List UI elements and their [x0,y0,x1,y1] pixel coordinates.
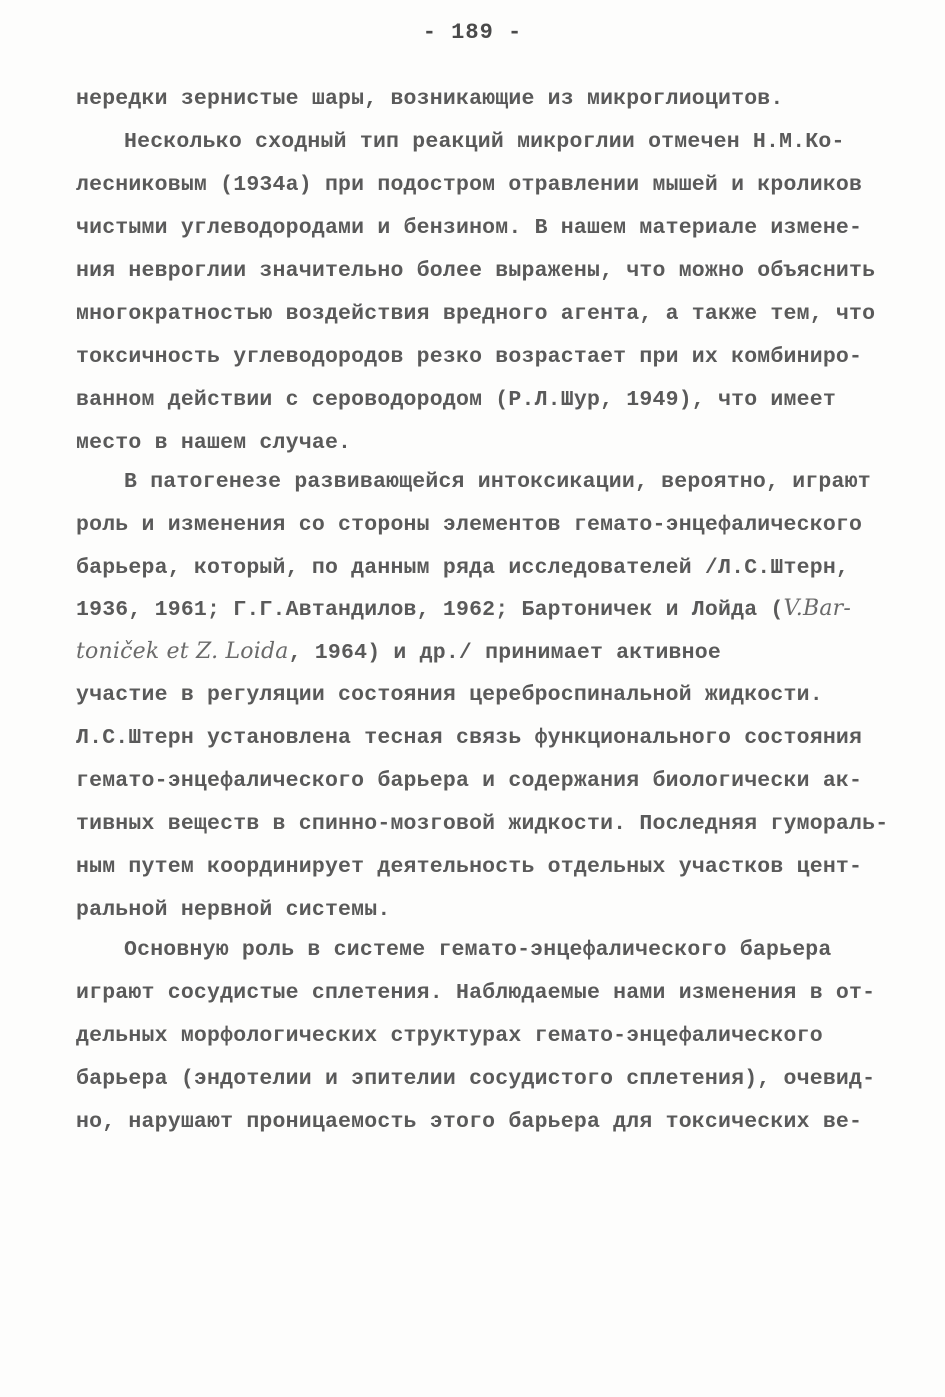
text-line: ным путем координирует деятельность отдельных участков цент- [76,855,863,879]
text-line: нередки зернистые шары, возникающие из микроглиоцитов. [76,87,784,111]
text-line: Л.С.Штерн установлена тесная связь функционального состояния [76,726,863,750]
text-line: играют сосудистые сплетения. Наблюдаемые нами изменения в от- [76,981,876,1005]
page-number: - 189 - [422,20,523,45]
text-line: токсичность углеводородов резко возрастает при их комбиниро- [76,345,863,369]
paragraph-first-line: Несколько сходный тип реакций микроглии отмечен Н.М.Ко- [124,130,845,154]
text-line: многократностью воздействия вредного агента, а также тем, что [76,302,876,326]
paragraph-first-line: Основную роль в системе гемато-энцефалического барьера [124,938,832,962]
text-line-with-handwriting [76,594,851,625]
text-line: роль и изменения со стороны элементов гемато-энцефалического [76,513,863,537]
text-line: гемато-энцефалического барьера и содержания биологически ак- [76,769,863,793]
text-line-with-handwriting [76,637,721,668]
text-line: лесниковым (1934а) при подостром отравлении мышей и кроликов [76,173,863,197]
text-line: ванном действии с сероводородом (Р.Л.Шур, 1949), что имеет [76,388,836,412]
text-line: чистыми углеводородами и бензином. В нашем материале измене- [76,216,863,240]
typed-segment: , 1964) и др./ принимает активное [288,641,721,665]
text-line: тивных веществ в спинно-мозговой жидкости. Последняя гумораль- [76,812,889,836]
paragraph-first-line: В патогенезе развивающейся интоксикации, вероятно, играют [124,470,871,494]
text-line: барьера, который, по данным ряда исследователей /Л.С.Штерн, [76,556,850,580]
text-line: но, нарушают проницаемость этого барьера для токсических ве- [76,1110,863,1134]
text-line: место в нашем случае. [76,431,352,455]
handwritten-annotation: toniček et Z. Loida [76,639,289,664]
text-line: ния невроглии значительно более выражены, что можно объяснить [76,259,876,283]
text-line: барьера (эндотелии и эпителии сосудистого сплетения), очевид- [76,1067,876,1091]
text-line: дельных морфологических структурах гемато-энцефалического [76,1024,823,1048]
text-line: ральной нервной системы. [76,898,391,922]
text-line: участие в регуляции состояния цереброспинальной жидкости. [76,683,823,707]
handwritten-annotation: V.Bar- [783,596,851,621]
typed-segment: 1936, 1961; Г.Г.Автандилов, 1962; Бартоничек и Лойда ( [76,598,784,622]
